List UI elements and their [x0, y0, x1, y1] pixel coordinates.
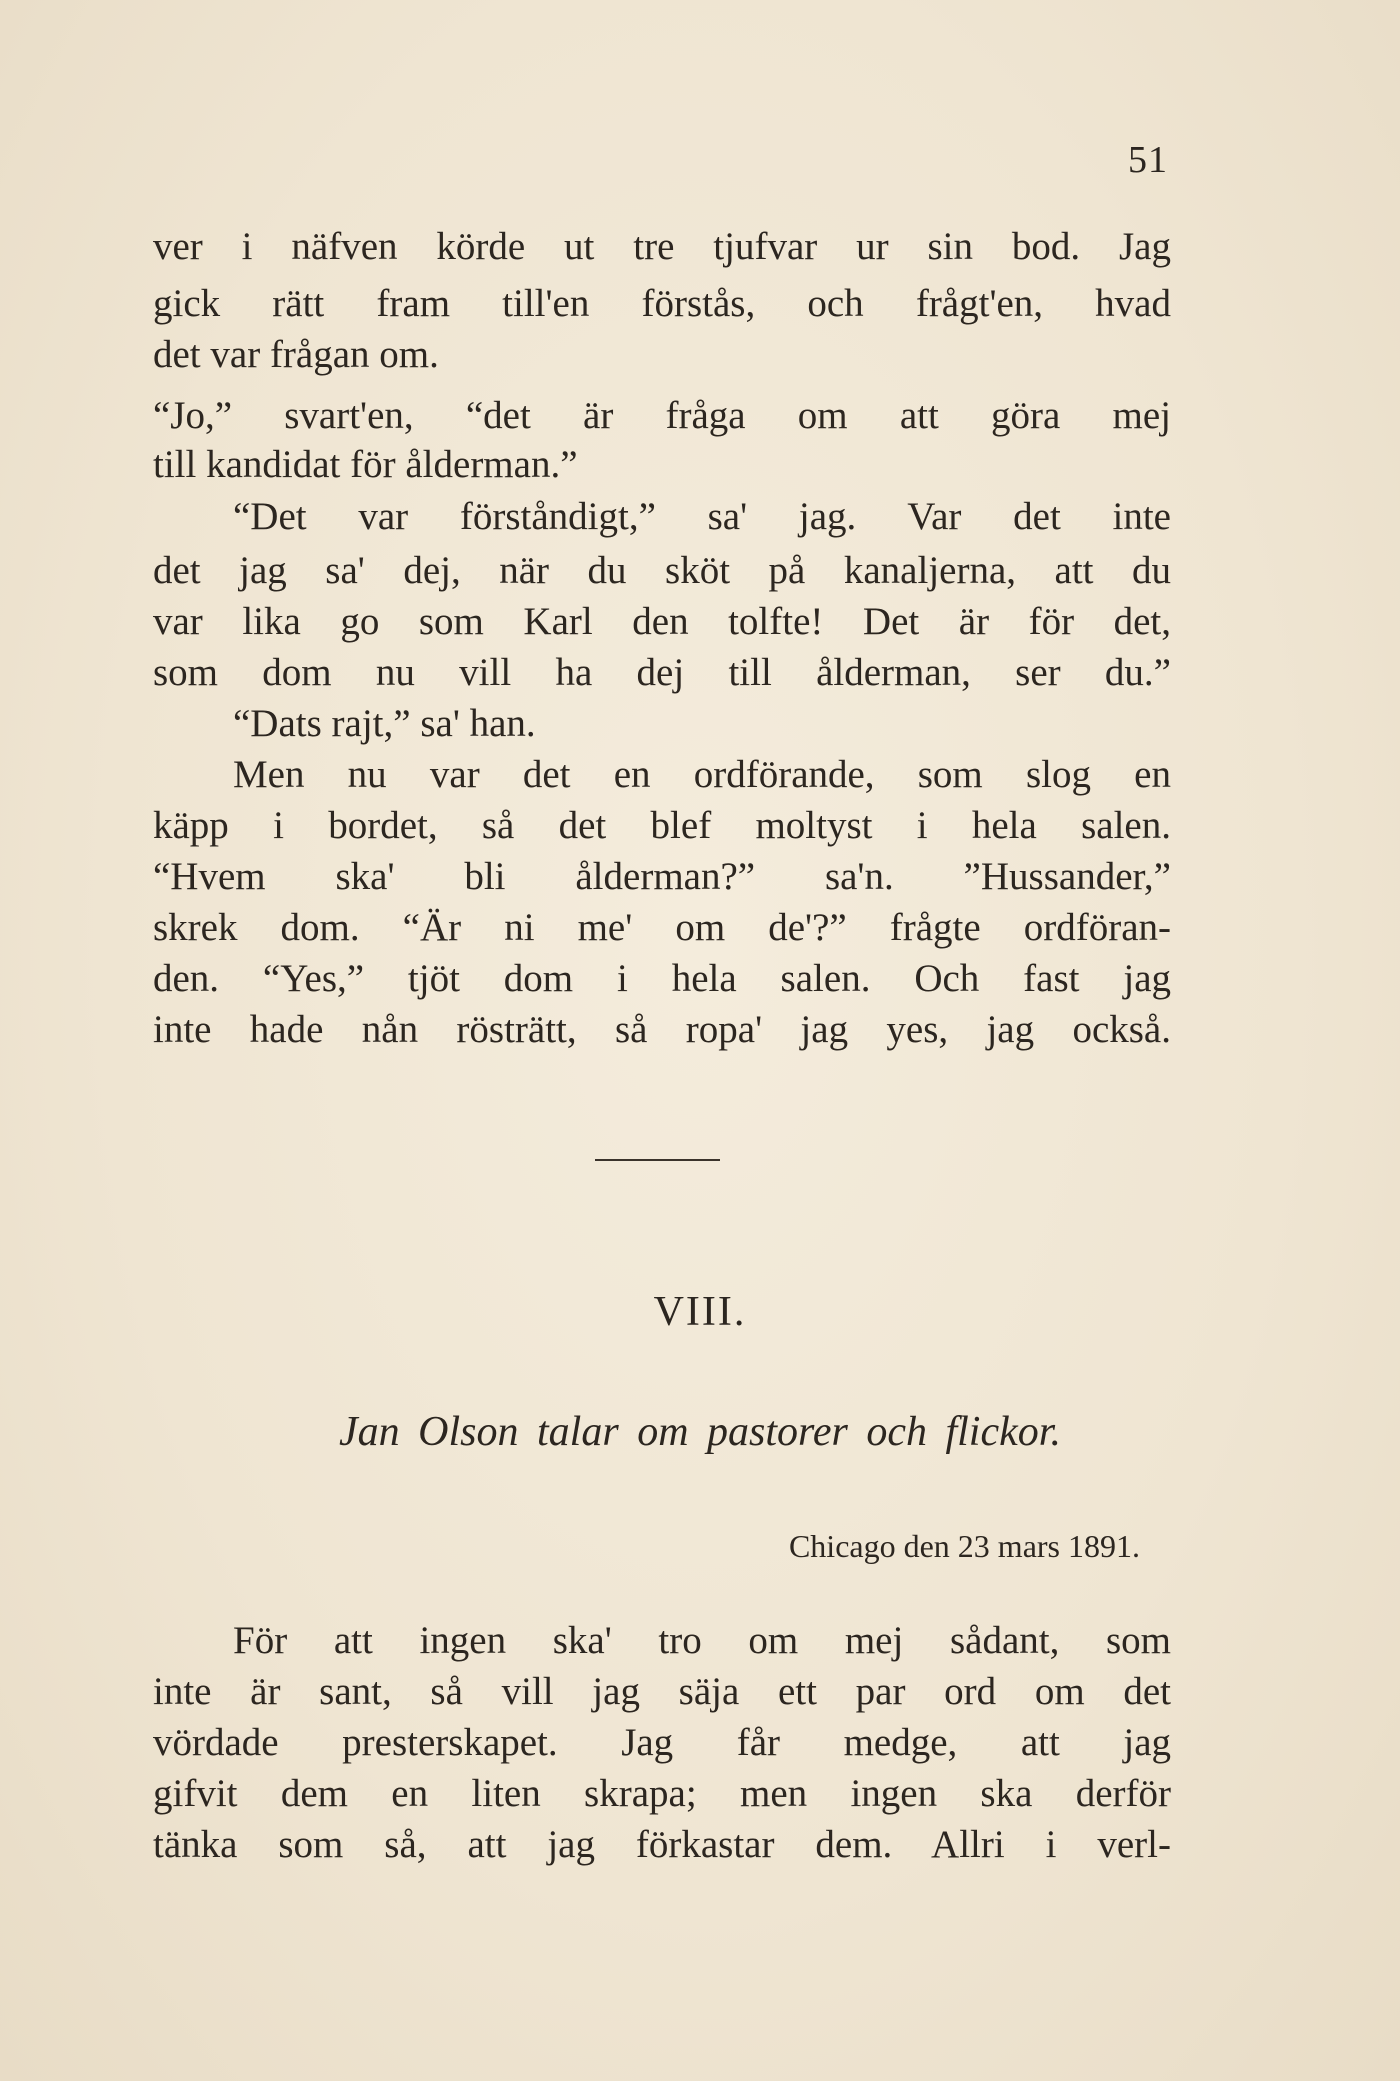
- text-line: tänka som så, att jag förkastar dem. Allri i verl-: [153, 1823, 1171, 1866]
- text-line: till kandidat för ålderman.”: [153, 443, 578, 486]
- text-line: vördade presterskapet. Jag får medge, att jag: [153, 1721, 1171, 1764]
- text-line: var lika go som Karl den tolfte! Det är för det,: [153, 600, 1171, 643]
- text-line: den. “Yes,” tjöt dom i hela salen. Och fast jag: [153, 957, 1171, 1000]
- text-line: det jag sa' dej, när du sköt på kanaljerna, att du: [153, 549, 1171, 592]
- text-line: “Dats rajt,” sa' han.: [233, 702, 536, 745]
- text-line: skrek dom. “Är ni me' om de'?” frågte ordföran-: [153, 906, 1171, 949]
- text-line: som dom nu vill ha dej till ålderman, ser du.”: [153, 651, 1171, 694]
- chapter-number: VIII.: [653, 1289, 747, 1335]
- text-line: “Jo,” svart'en, “det är fråga om att göra mej: [153, 394, 1171, 437]
- dateline: Chicago den 23 mars 1891.: [788, 1528, 1140, 1564]
- text-line: det var frågan om.: [153, 333, 439, 376]
- page-number: 51: [1128, 139, 1168, 181]
- text-line: “Det var förståndigt,” sa' jag. Var det inte: [233, 495, 1171, 538]
- text-line: inte är sant, så vill jag säja ett par ord om det: [153, 1670, 1171, 1713]
- text-line: “Hvem ska' bli ålderman?” sa'n. ”Hussander,”: [153, 855, 1171, 898]
- text-line: gick rätt fram till'en förstås, och frågt'en, hvad: [153, 282, 1171, 325]
- text-line: Men nu var det en ordförande, som slog en: [233, 753, 1171, 796]
- text-line: För att ingen ska' tro om mej sådant, som: [233, 1619, 1171, 1662]
- text-line: gifvit dem en liten skrapa; men ingen ska derför: [153, 1772, 1171, 1815]
- chapter-title: Jan Olson talar om pastorer och flickor.: [339, 1409, 1061, 1455]
- section-divider: [595, 1159, 720, 1161]
- text-line: ver i näfven körde ut tre tjufvar ur sin bod. Jag: [153, 225, 1171, 268]
- text-line: inte hade nån rösträtt, så ropa' jag yes, jag också.: [153, 1008, 1171, 1051]
- text-line: käpp i bordet, så det blef moltyst i hela salen.: [153, 804, 1171, 847]
